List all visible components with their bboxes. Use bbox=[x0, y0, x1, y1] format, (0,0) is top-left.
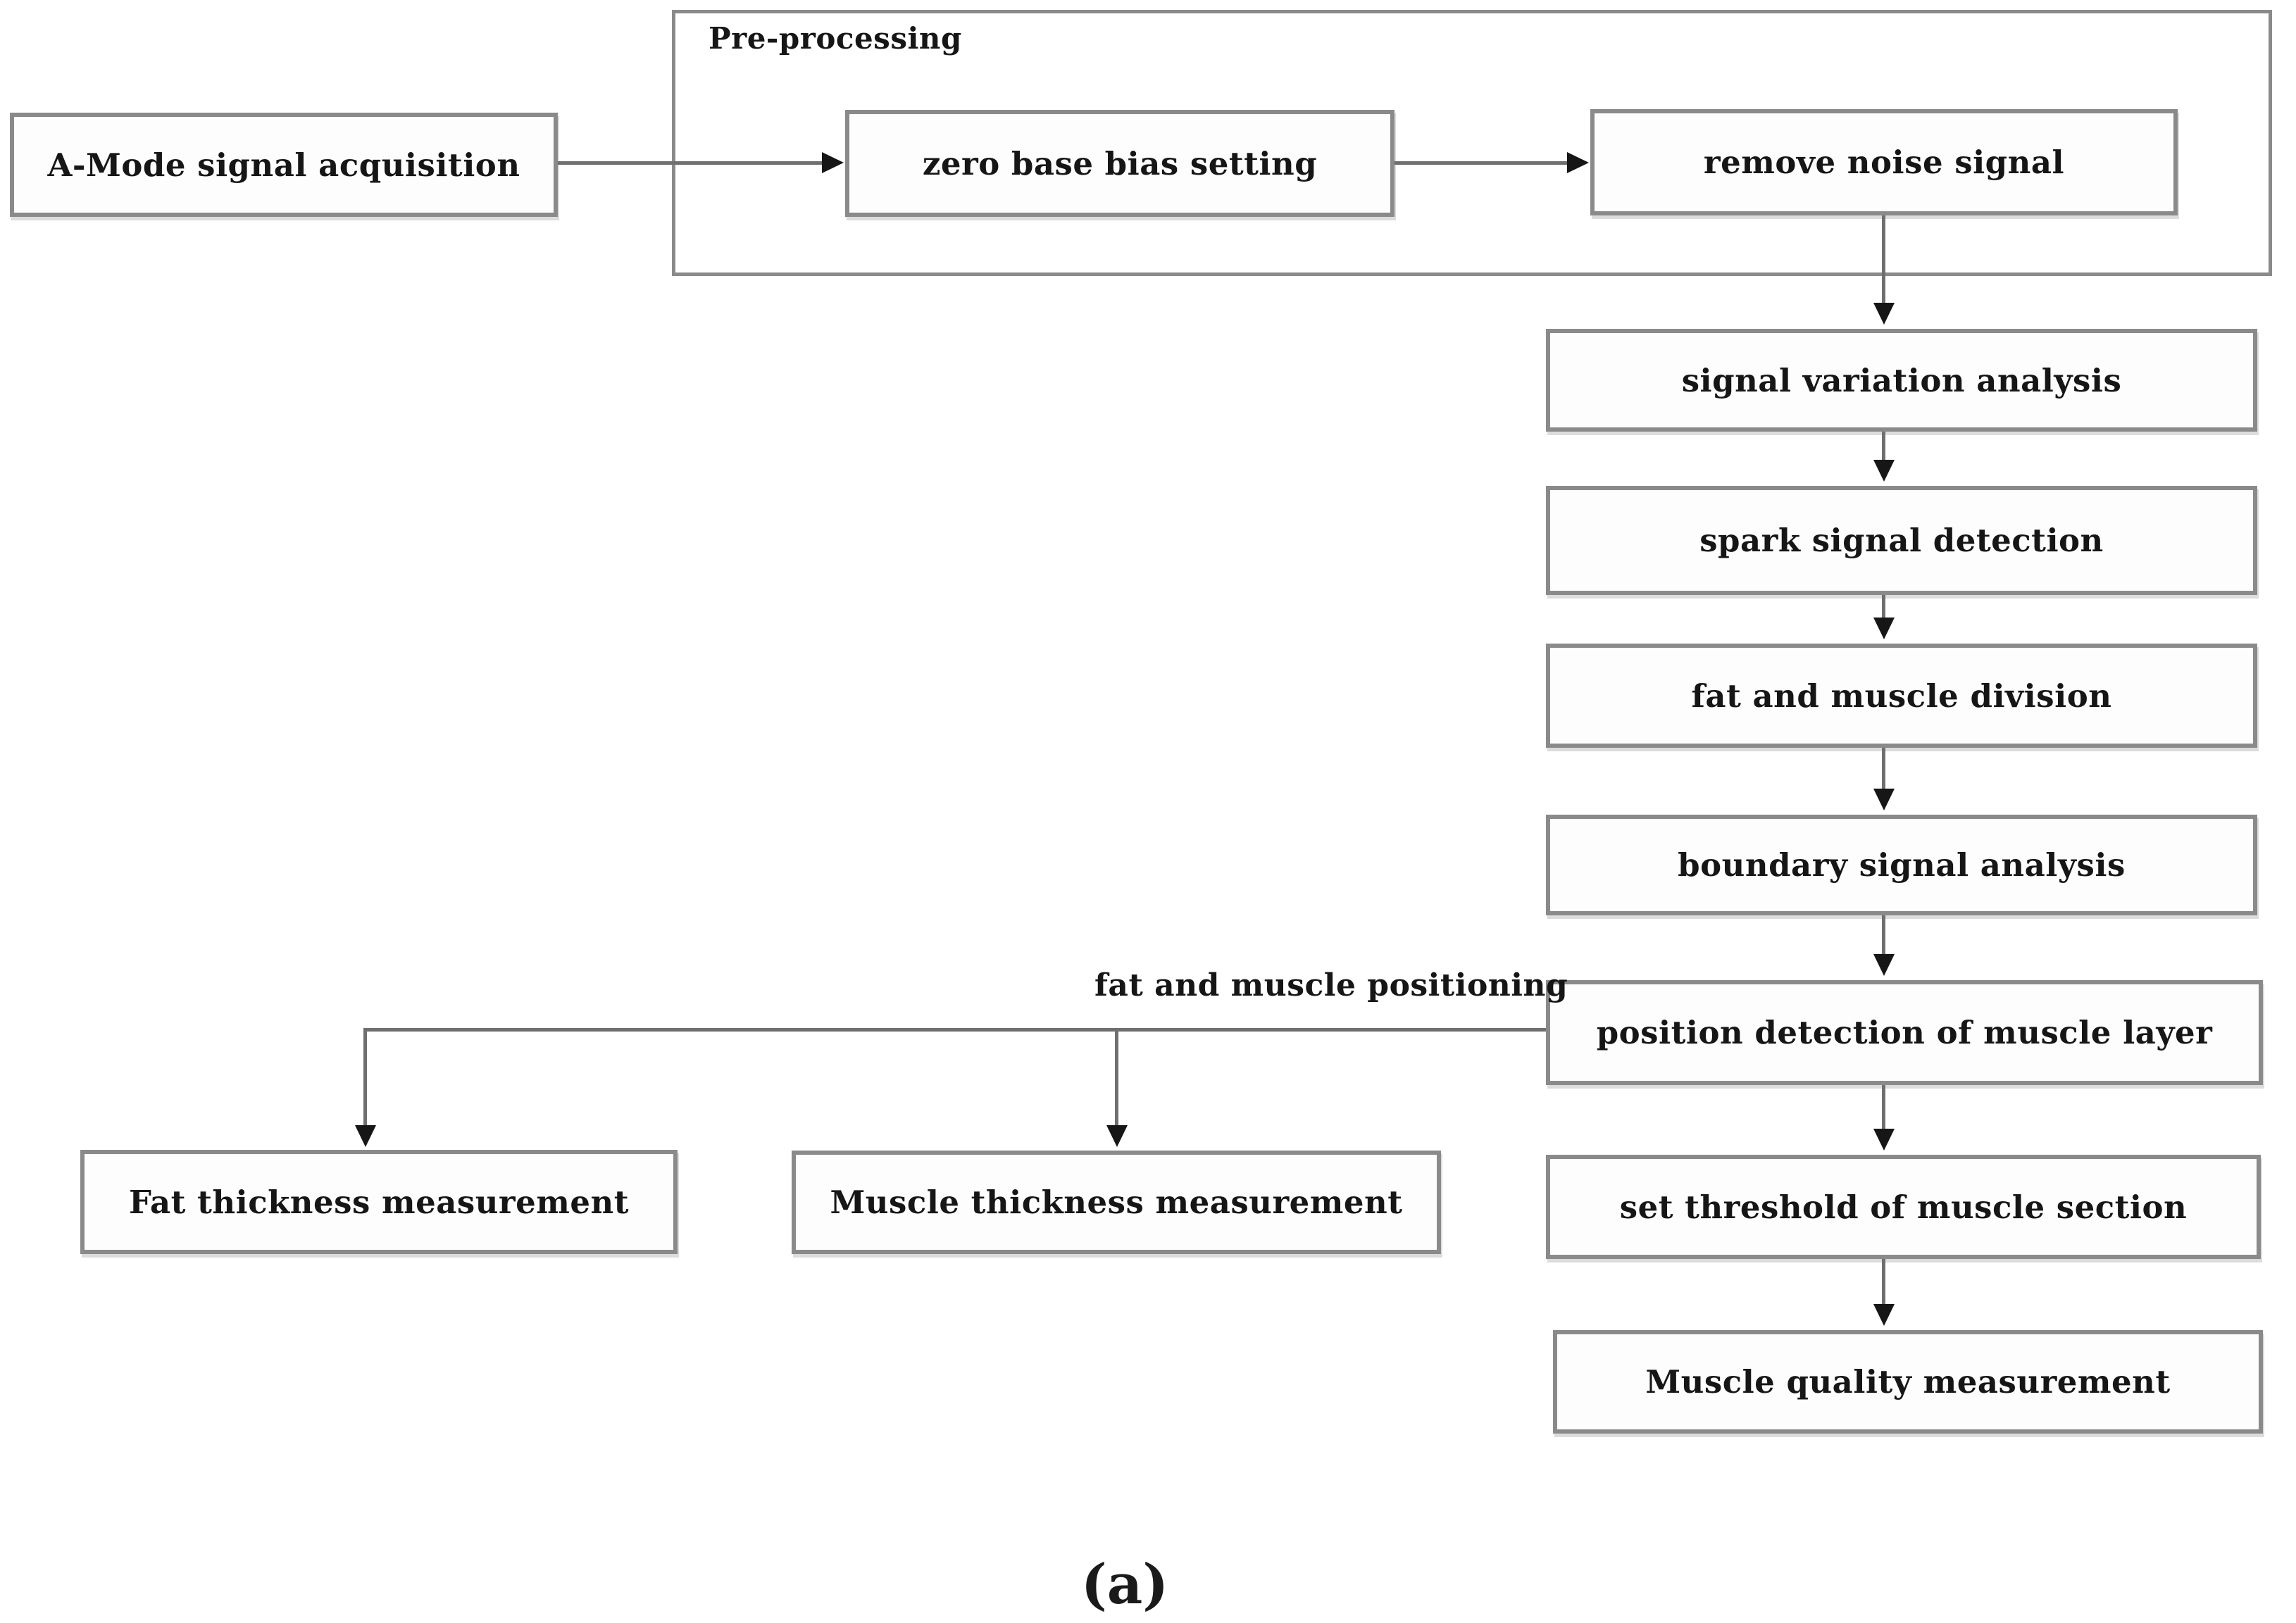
arrowhead-amode-to-zero bbox=[822, 152, 844, 173]
node-remove-noise-signal: remove noise signal bbox=[1590, 109, 2178, 215]
node-set-threshold-of-muscle-section: set threshold of muscle section bbox=[1546, 1155, 2261, 1259]
connector-branch-to-muscle-line bbox=[1115, 1028, 1118, 1127]
node-signal-variation-analysis: signal variation analysis bbox=[1546, 329, 2257, 432]
node-muscle-thickness-measurement: Muscle thickness measurement bbox=[792, 1151, 1441, 1254]
connector-positioning-branch-line bbox=[365, 1028, 1546, 1032]
node-fat-and-muscle-division: fat and muscle division bbox=[1546, 644, 2257, 748]
node-boundary-signal-analysis: boundary signal analysis bbox=[1546, 815, 2257, 915]
node-zero-base-bias-setting: zero base bias setting bbox=[845, 110, 1395, 217]
arrowhead-signal-to-spark bbox=[1873, 460, 1895, 482]
connector-remove-to-signal-line bbox=[1882, 215, 1885, 304]
connector-amode-to-zero-line bbox=[558, 161, 824, 165]
connector-spark-to-division-line bbox=[1882, 595, 1885, 619]
connector-branch-to-fat-line bbox=[363, 1028, 367, 1127]
connector-boundary-to-position-line bbox=[1882, 915, 1885, 955]
arrowhead-threshold-to-quality bbox=[1873, 1304, 1895, 1326]
arrowhead-division-to-boundary bbox=[1873, 789, 1895, 810]
arrowhead-position-to-threshold bbox=[1873, 1129, 1895, 1151]
node-amode-signal-acquisition: A-Mode signal acquisition bbox=[10, 113, 558, 217]
preprocessing-label: Pre-processing bbox=[709, 21, 962, 56]
connector-zero-to-remove-line bbox=[1395, 161, 1569, 165]
fat-and-muscle-positioning-label: fat and muscle positioning bbox=[1094, 967, 1568, 1003]
node-muscle-quality-measurement: Muscle quality measurement bbox=[1553, 1330, 2263, 1434]
arrowhead-spark-to-division bbox=[1873, 618, 1895, 639]
node-position-detection-of-muscle-layer: position detection of muscle layer bbox=[1546, 980, 2263, 1085]
connector-threshold-to-quality-line bbox=[1882, 1259, 1885, 1305]
arrowhead-boundary-to-position bbox=[1873, 954, 1895, 976]
connector-division-to-boundary-line bbox=[1882, 748, 1885, 790]
arrowhead-branch-to-muscle bbox=[1106, 1125, 1128, 1147]
arrowhead-remove-to-signal bbox=[1873, 303, 1895, 325]
connector-position-to-threshold-line bbox=[1882, 1085, 1885, 1130]
node-spark-signal-detection: spark signal detection bbox=[1546, 486, 2257, 595]
connector-signal-to-spark-line bbox=[1882, 432, 1885, 461]
node-fat-thickness-measurement: Fat thickness measurement bbox=[80, 1150, 678, 1254]
figure-caption: (a) bbox=[1080, 1553, 1169, 1617]
arrowhead-branch-to-fat bbox=[355, 1125, 376, 1147]
arrowhead-zero-to-remove bbox=[1567, 152, 1589, 173]
